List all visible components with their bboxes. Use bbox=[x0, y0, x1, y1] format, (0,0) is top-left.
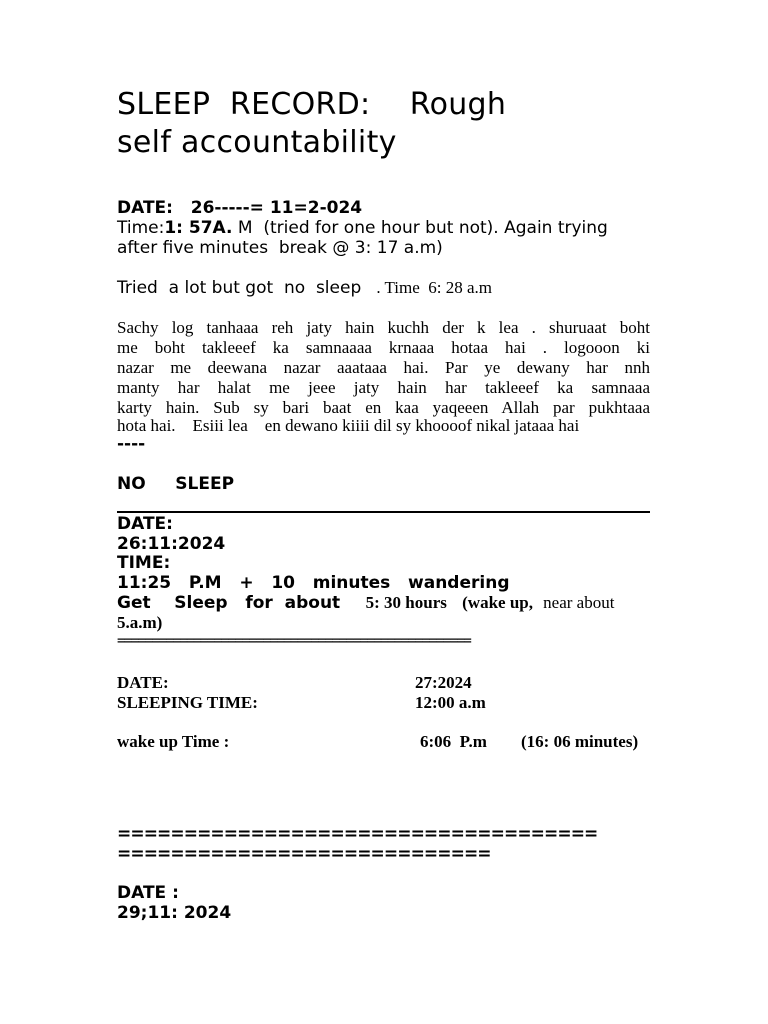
entry2-date-label: DATE: bbox=[117, 514, 173, 534]
paragraph-last-line: hota hai. Esiii lea en dewano kiiii dil sy khoooof nikal jataaa hai bbox=[117, 416, 580, 435]
entry1-tried-time: . Time 6: 28 a.m bbox=[372, 278, 493, 297]
dashes: ---- bbox=[117, 434, 146, 454]
entry1-tried-line bbox=[117, 278, 492, 298]
entry4-date-label: DATE : bbox=[117, 883, 179, 903]
entry3-date-value: 27:2024 bbox=[415, 673, 472, 692]
title-line-1: SLEEP RECORD: Rough bbox=[117, 87, 507, 122]
title-line-2: self accountability bbox=[117, 125, 397, 160]
entry3-wake-duration: (16: 06 minutes) bbox=[521, 732, 639, 751]
entry2-sleep-line bbox=[117, 593, 614, 613]
paragraph-line: me boht takleeef ka samnaaaa krnaaa hotaa hai . logooon ki bbox=[117, 338, 650, 357]
entry1-date-label: DATE: bbox=[117, 198, 173, 218]
paragraph-line: manty har halat me jeee jaty hain har takleeef ka samnaaa bbox=[117, 378, 650, 397]
no-sleep-label: NO SLEEP bbox=[117, 474, 235, 494]
entry3-wake-label: wake up Time : bbox=[117, 732, 230, 751]
horizontal-rule bbox=[117, 511, 650, 513]
entry1-tried-text: Tried a lot but got no sleep bbox=[117, 278, 373, 298]
entry2-time-label: TIME: bbox=[117, 553, 171, 573]
entry2-time-value: 11:25 P.M + 10 minutes wandering bbox=[117, 573, 510, 593]
entry1-time-bold: 1: 57A. bbox=[164, 218, 233, 238]
paragraph-line: nazar me deewana nazar aaataaa hai. Par ye dewany har nnh bbox=[117, 358, 650, 377]
paragraph-line: Sachy log tanhaaa reh jaty hain kuchh der k lea . shuruaat boht bbox=[117, 318, 650, 337]
entry1-time-prefix: Time: bbox=[117, 218, 165, 238]
entry1-date bbox=[117, 198, 362, 218]
entry3-sleeping-label: SLEEPING TIME: bbox=[117, 693, 258, 712]
separator-line-1: ==================================== bbox=[117, 824, 598, 844]
entry2-sleep-line-2: 5.a.m) bbox=[117, 613, 163, 632]
entry2-sleep-hours: 5: 30 hours bbox=[365, 593, 447, 612]
equals-divider: =================================================== bbox=[117, 633, 471, 649]
entry1-time-rest: M (tried for one hour but not). Again trying bbox=[232, 218, 608, 238]
entry3-sleeping-value: 12:00 a.m bbox=[415, 693, 486, 712]
entry2-sleep-near: near about bbox=[543, 593, 615, 612]
entry2-sleep-wake: (wake up, bbox=[462, 593, 533, 612]
entry4-date-value: 29;11: 2024 bbox=[117, 903, 232, 923]
entry1-date-value: 26-----= 11=2-024 bbox=[190, 198, 363, 218]
paragraph-line: karty hain. Sub sy bari baat en kaa yaqeeen Allah par pukhtaaa bbox=[117, 398, 650, 417]
entry2-date-value: 26:11:2024 bbox=[117, 534, 226, 554]
separator-line-2: ============================ bbox=[117, 844, 491, 864]
entry3-date-label: DATE: bbox=[117, 673, 169, 692]
entry1-time-line-2: after five minutes break @ 3: 17 a.m) bbox=[117, 238, 443, 258]
entry1-time-line bbox=[117, 218, 608, 238]
entry2-sleep-prefix: Get Sleep for about bbox=[117, 593, 341, 613]
entry3-wake-value: 6:06 P.m bbox=[420, 732, 487, 751]
